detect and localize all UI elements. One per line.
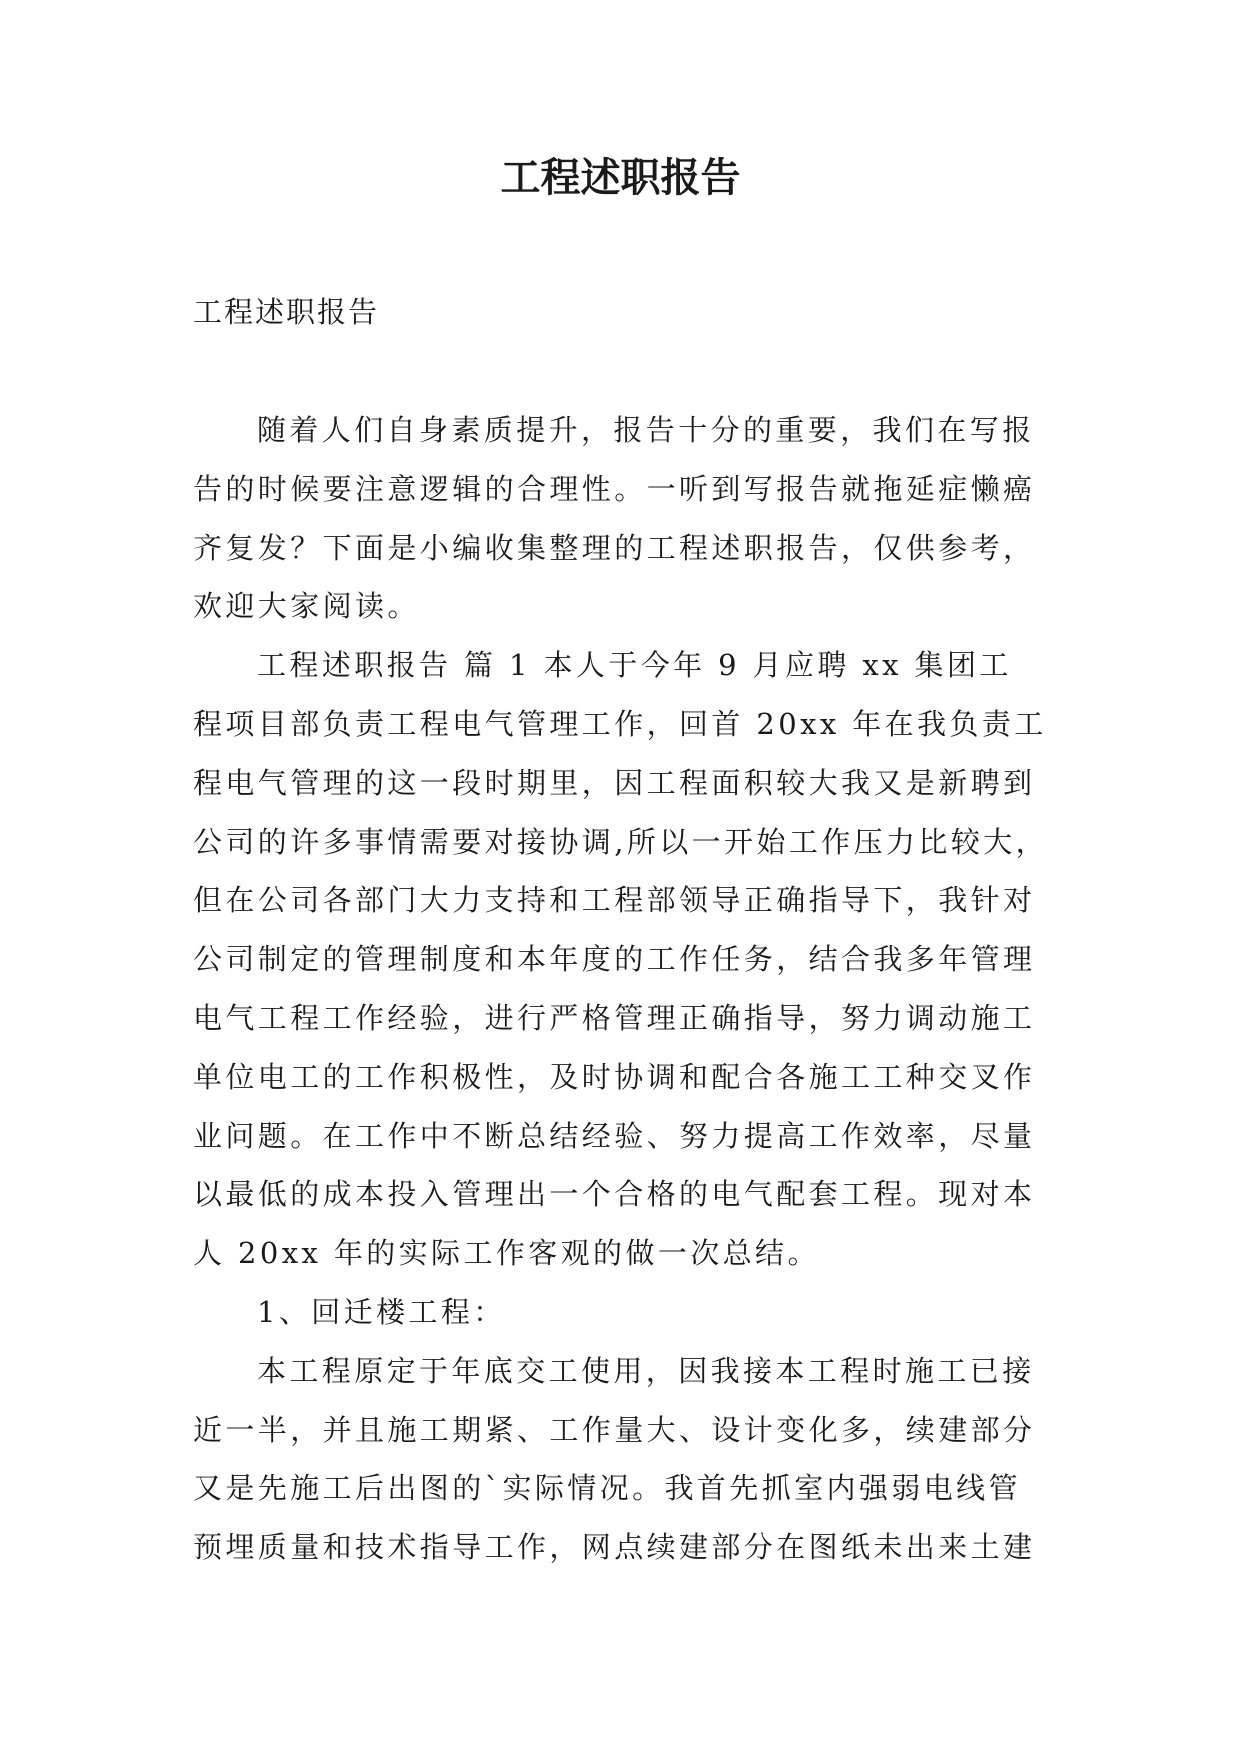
body-line: 齐复发？下面是小编收集整理的工程述职报告，仅供参考， [193,530,1036,565]
body-line: 业问题。在工作中不断总结经验、努力提高工作效率，尽量 [193,1118,1036,1153]
body-line: 告的时候要注意逻辑的合理性。一听到写报告就拖延症懒癌 [193,471,1036,506]
body-line: 随着人们自身素质提升，报告十分的重要，我们在写报 [257,413,1035,447]
body-line: 预埋质量和技术指导工作，网点续建部分在图纸未出来土建 [193,1530,1036,1565]
document-body [193,401,1073,1577]
body-line: 但在公司各部门大力支持和工程部领导正确指导下，我针对 [193,883,1036,918]
body-line: 单位电工的工作积极性，及时协调和配合各施工工种交叉作 [193,1059,1036,1094]
body-line: 以最低的成本投入管理出一个合格的电气配套工程。现对本 [193,1177,1036,1212]
body-line: 电气工程工作经验，进行严格管理正确指导，努力调动施工 [193,1000,1036,1035]
body-line: 近一半，并且施工期紧、工作量大、设计变化多，续建部分 [193,1412,1036,1447]
body-line: 人 20xx 年的实际工作客观的做一次总结。 [193,1236,820,1271]
body-line: 1、回迁楼工程： [257,1294,506,1329]
body-line: 工程述职报告 篇 1 本人于今年 9 月应聘 xx 集团工 [257,648,1012,683]
body-line: 欢迎大家阅读。 [193,589,420,624]
body-line: 程电气管理的这一段时期里，因工程面积较大我又是新聘到 [193,765,1036,800]
document-title: 工程述职报告 [500,154,741,201]
body-line: 公司制定的管理制度和本年度的工作任务，结合我多年管理 [193,942,1036,977]
body-line: 程项目部负责工程电气管理工作，回首 20xx 年在我负责工 [193,706,1047,741]
body-line: 本工程原定于年底交工使用，因我接本工程时施工已接 [257,1353,1035,1388]
body-line: 又是先施工后出图的`实际情况。我首先抓室内强弱电线管 [193,1471,1021,1506]
document-subtitle: 工程述职报告 [193,295,380,329]
body-line: 公司的许多事情需要对接协调,所以一开始工作压力比较大， [193,824,1049,859]
